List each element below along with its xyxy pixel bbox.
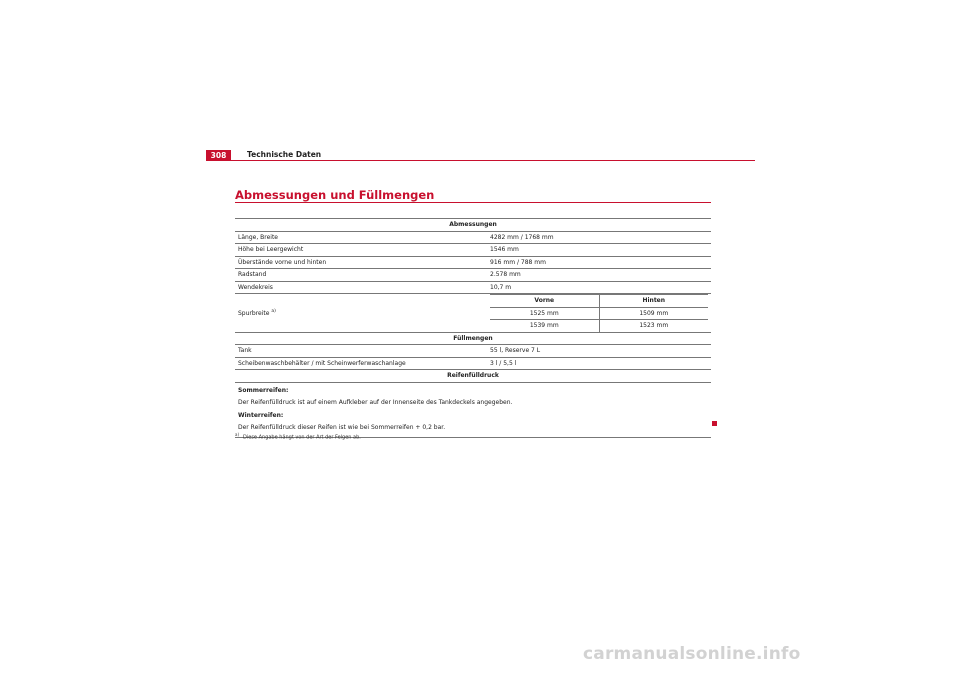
summer-tire-label: Sommerreifen: xyxy=(238,386,289,394)
watermark: carmanualsonline.info xyxy=(583,644,801,664)
table-row xyxy=(235,281,711,294)
rear-value: 1509 mm xyxy=(599,307,708,320)
table-header-row xyxy=(235,370,711,383)
fuellmengen-header: Füllmengen xyxy=(235,332,711,345)
rear-header: Hinten xyxy=(599,295,708,308)
table-row xyxy=(235,357,711,370)
table-header-row xyxy=(235,219,711,232)
footnote-text: Diese Angabe hängt von der Art der Felgen ab. xyxy=(243,434,361,441)
row-value: 2.578 mm xyxy=(487,269,711,282)
table-row xyxy=(235,231,711,244)
rear-value: 1523 mm xyxy=(599,320,708,332)
spurbreite-label: Spurbreite xyxy=(238,309,270,317)
row-label: Tank xyxy=(235,345,487,358)
table-row xyxy=(235,256,711,269)
row-value: 55 l, Reserve 7 L xyxy=(487,345,711,358)
winter-tire-label: Winterreifen: xyxy=(238,411,284,419)
row-label: Scheibenwaschbehälter / mit Scheinwerferwaschanlage xyxy=(235,357,487,370)
tire-pressure-row xyxy=(235,382,711,437)
header-divider xyxy=(206,160,755,161)
footnote-marker: a) xyxy=(235,432,240,437)
row-label: Überstände vorne und hinten xyxy=(235,256,487,269)
row-label: Länge, Breite xyxy=(235,231,487,244)
row-value: 10,7 m xyxy=(487,281,711,294)
spurbreite-row xyxy=(235,294,711,333)
section-end-marker xyxy=(712,421,717,426)
abmessungen-header: Abmessungen xyxy=(235,219,711,232)
summer-tire-text: Der Reifenfülldruck ist auf einem Aufkleber auf der Innenseite des Tankdeckels angegeben. xyxy=(238,399,513,406)
row-value: 916 mm / 788 mm xyxy=(487,256,711,269)
footnote-reference: a) xyxy=(271,308,276,314)
tire-pressure-cell xyxy=(235,382,711,437)
row-value: 4282 mm / 1768 mm xyxy=(487,231,711,244)
section-title: Abmessungen und Füllmengen xyxy=(235,188,435,202)
reifen-header: Reifenfülldruck xyxy=(235,370,711,383)
page-number: 308 xyxy=(206,150,231,161)
front-value: 1525 mm xyxy=(490,307,599,320)
table-row xyxy=(235,269,711,282)
table-header-row xyxy=(235,332,711,345)
row-label: Radstand xyxy=(235,269,487,282)
row-value: 3 l / 5,5 l xyxy=(487,357,711,370)
front-value: 1539 mm xyxy=(490,320,599,332)
spurbreite-subtable xyxy=(490,294,708,332)
row-label: Höhe bei Leergewicht xyxy=(235,244,487,257)
row-value: 1546 mm xyxy=(487,244,711,257)
row-label: Wendekreis xyxy=(235,281,487,294)
front-header: Vorne xyxy=(490,295,599,308)
spurbreite-label-cell xyxy=(235,294,487,333)
winter-tire-text: Der Reifenfülldruck dieser Reifen ist wie bei Sommerreifen + 0,2 bar. xyxy=(238,424,446,431)
specifications-table xyxy=(235,218,711,438)
section-divider xyxy=(235,202,711,203)
running-header-title: Technische Daten xyxy=(247,150,322,159)
spurbreite-values-cell xyxy=(487,294,711,333)
table-row xyxy=(235,345,711,358)
table-row xyxy=(235,244,711,257)
footnote xyxy=(235,432,361,441)
